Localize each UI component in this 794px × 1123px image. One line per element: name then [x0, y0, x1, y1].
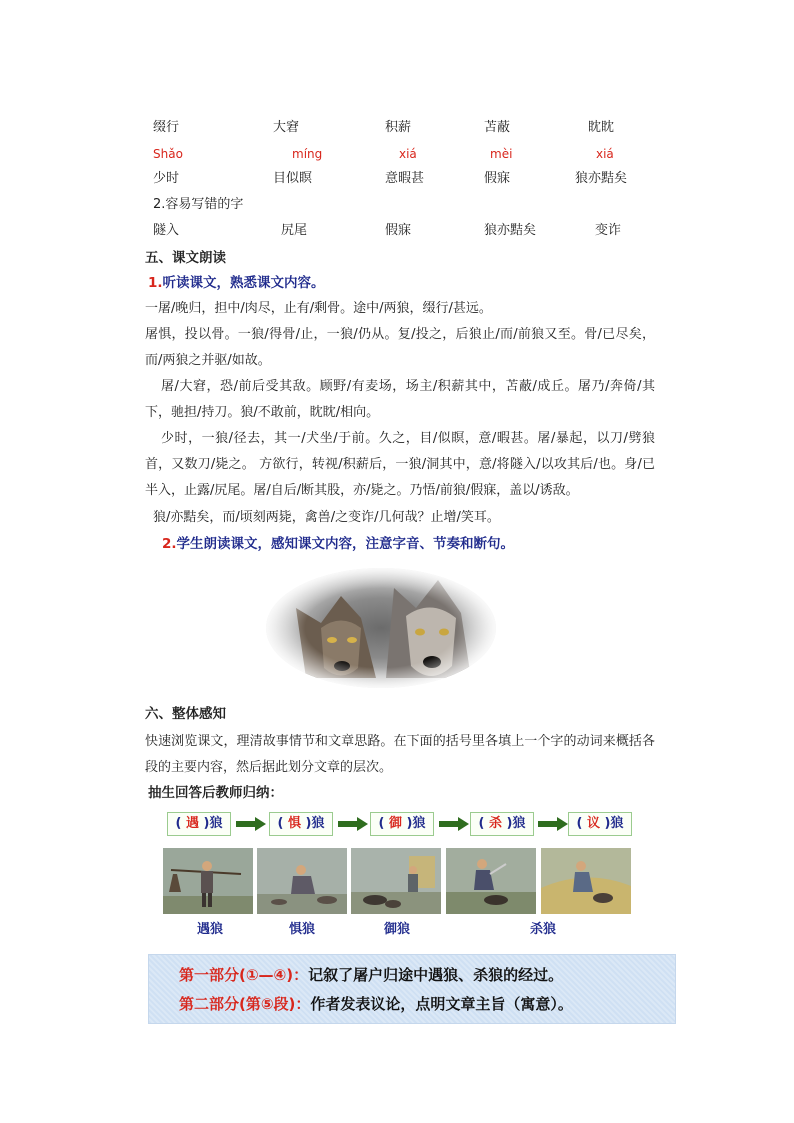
sequence-suffix: 狼: [512, 816, 526, 831]
sub1-text: 听读课文，熟悉课文内容。: [162, 275, 325, 291]
sequence-step-1: ( 遇 )狼: [167, 812, 231, 836]
summary-part-1: [179, 964, 563, 986]
reading-paragraph-2: 屠惧，投以骨。一狼/得骨/止，一狼/仍从。复/投之，后狼止/而/前狼又至。骨/已尽矣，而/两狼之并驱/如故。: [145, 327, 655, 368]
part2-label: 第二部分(第⑤段)：: [179, 995, 311, 1013]
sequence-step-5: ( 议 )狼: [568, 812, 632, 836]
story-picture-4: [446, 848, 536, 914]
sequence-suffix: 狼: [412, 816, 426, 831]
pinyin: míng: [292, 147, 323, 161]
vocab-word: 意暇甚: [385, 171, 425, 186]
caption-fear-wolf: 惧狼: [289, 922, 316, 937]
pinyin: mèi: [490, 147, 513, 161]
vocab-row-1: [0, 117, 794, 139]
reading-paragraph-4: 少时，一狼/径去，其一/犬坐/于前。久之，目/似瞑，意/暇甚。屠/暴起，以刀/劈狼首，又数刀/毙之。 方欲行，转视/积薪后，一狼/洞其中，意/将隧入/以攻其后/也。身/已半入，止露/尻尾。屠/自后/断其股，亦/毙之。乃悟/前狼/假寐，盖以/诱敌。: [145, 431, 655, 498]
butcher-killing-wolf-illustration: [446, 848, 536, 914]
sequence-suffix: 狼: [311, 816, 325, 831]
vocab-word: 目似瞑: [273, 171, 313, 186]
vocab-word: 积薪: [385, 120, 412, 135]
vocab-word: 缀行: [153, 120, 180, 135]
vocab-word: 狼亦黠矣: [484, 223, 537, 238]
caption-meet-wolf: 遇狼: [197, 922, 224, 937]
sequence-step-3: ( 御 )狼: [370, 812, 434, 836]
sub2-text: 学生朗读课文，感知课文内容，注意字音、节奏和断句。: [176, 536, 515, 552]
section6-title: 六、整体感知: [145, 706, 226, 722]
caption-defend-wolf: 御狼: [384, 922, 411, 937]
vocab-word: 眈眈: [588, 120, 615, 135]
summary-part-2: [179, 993, 573, 1015]
pinyin: Shǎo: [153, 147, 183, 161]
pinyin: xiá: [399, 147, 417, 161]
vocab-row-3: [0, 220, 794, 242]
sequence-suffix: 狼: [610, 816, 624, 831]
arrow-right-icon: [538, 817, 568, 831]
sub1-number: 1.: [148, 275, 163, 291]
sub2-number: 2.: [162, 536, 177, 552]
reading-paragraph-3: 屠/大窘，恐/前后受其敌。顾野/有麦场，场主/积薪其中，苫蔽/成丘。屠乃/奔倚/其下，驰担/持刀。狼/不敢前，眈眈/相向。: [145, 379, 655, 420]
arrow-right-icon: [338, 817, 368, 831]
sequence-step-4: ( 杀 )狼: [470, 812, 534, 836]
story-picture-2: [257, 848, 347, 914]
butcher-defending-illustration: [351, 848, 441, 914]
vocab-word: 大窘: [273, 120, 300, 135]
sequence-fill: 遇: [185, 816, 199, 831]
butcher-fearing-illustration: [257, 848, 347, 914]
vocab-word: 隧入: [153, 223, 180, 238]
vocab-word: 狼亦黠矣: [575, 171, 628, 186]
vocab-word: 尻尾: [281, 223, 308, 238]
pinyin: xiá: [596, 147, 614, 161]
part2-text: 作者发表议论，点明文章主旨（寓意）。: [310, 995, 573, 1013]
sequence-fill: 议: [586, 816, 600, 831]
sequence-fill: 御: [388, 816, 402, 831]
wolves-illustration: [266, 568, 496, 688]
sequence-step-2: ( 惧 )狼: [269, 812, 333, 836]
section6-intro: 快速浏览课文，理清故事情节和文章思路。在下面的括号里各填上一个字的动词来概括各段的主要内容，然后据此划分文章的层次。: [145, 734, 655, 775]
story-picture-3: [351, 848, 441, 914]
structure-summary-box: [148, 954, 676, 1024]
answer-label: 抽生回答后教师归纳：: [148, 785, 283, 801]
arrow-right-icon: [236, 817, 266, 831]
reading-paragraph-5: 狼/亦黠矣，而/顷刻两毙，禽兽/之变诈/几何哉？止增/笑耳。: [153, 510, 500, 525]
sequence-suffix: 狼: [209, 816, 223, 831]
vocab-word: 少时: [153, 171, 180, 186]
vocab-word: 假寐: [484, 171, 511, 186]
section5-sub2: [162, 533, 514, 555]
sequence-fill: 杀: [488, 816, 502, 831]
section5-sub1: [148, 272, 325, 294]
section5-title: 五、课文朗读: [145, 250, 226, 266]
arrow-right-icon: [439, 817, 469, 831]
vocab-word: 苫蔽: [484, 120, 511, 135]
story-picture-1: [163, 848, 253, 914]
caption-kill-wolf: 杀狼: [530, 922, 557, 937]
story-picture-5: [541, 848, 631, 914]
butcher-walking-illustration: [163, 848, 253, 914]
part1-label: 第一部分(①—④)：: [179, 966, 309, 984]
vocab-word: 变诈: [595, 223, 622, 238]
vocab-row-2: [0, 168, 794, 190]
vocab-word: 假寐: [385, 223, 412, 238]
error-words-title: 2.容易写错的字: [153, 197, 244, 212]
reading-paragraph-1: 一屠/晚归，担中/肉尽，止有/剩骨。途中/两狼，缀行/甚远。: [145, 301, 492, 316]
pinyin-row: [0, 143, 794, 165]
sequence-fill: 惧: [287, 816, 301, 831]
butcher-killing-second-wolf-illustration: [541, 848, 631, 914]
wolves-image: [266, 568, 496, 688]
part1-text: 记叙了屠户归途中遇狼、杀狼的经过。: [308, 966, 564, 984]
